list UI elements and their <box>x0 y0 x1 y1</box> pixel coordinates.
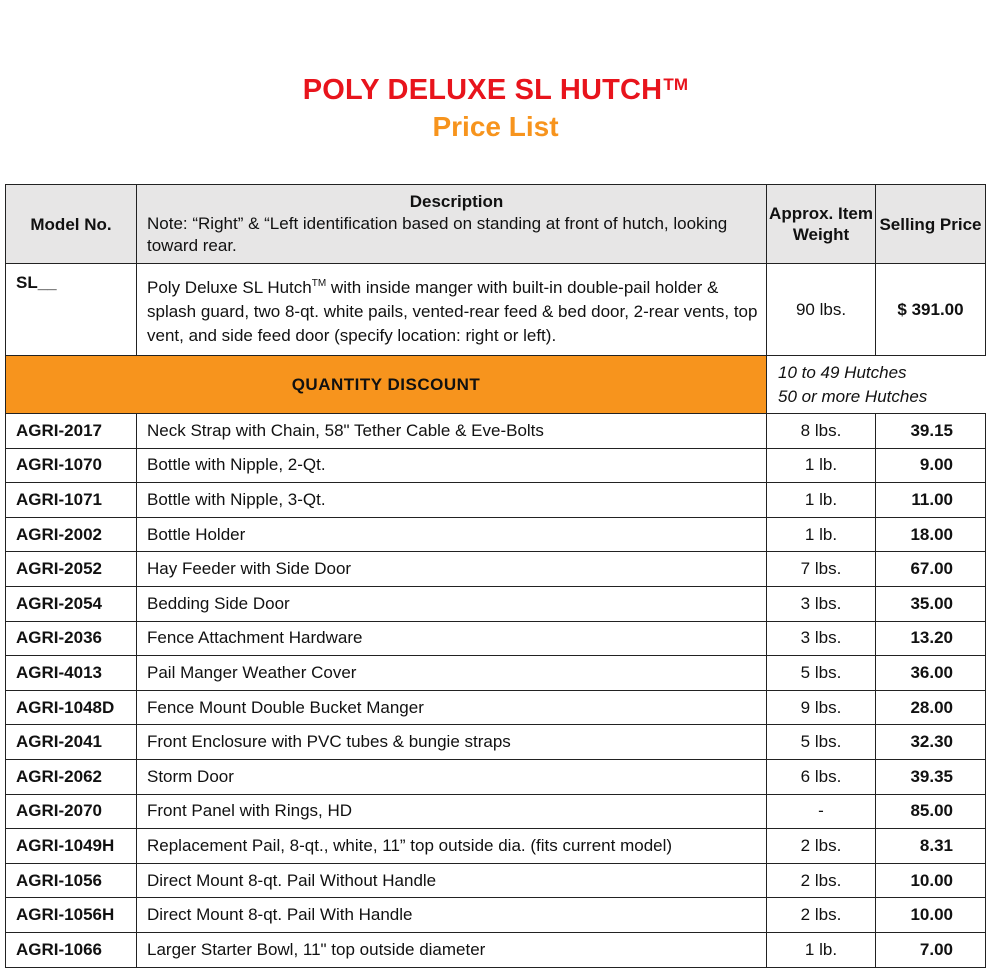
table-row <box>6 517 986 552</box>
trademark-mark: TM <box>663 75 689 94</box>
item-price: 35.00 <box>876 586 986 621</box>
price-table <box>5 184 986 968</box>
item-model: AGRI-1056 <box>6 863 137 898</box>
table-row <box>6 552 986 587</box>
item-price: 39.15 <box>876 414 986 449</box>
item-description: Hay Feeder with Side Door <box>137 552 767 587</box>
header-model: Model No. <box>6 185 137 264</box>
item-description: Storm Door <box>137 759 767 794</box>
item-model: AGRI-2017 <box>6 414 137 449</box>
item-price: 85.00 <box>876 794 986 829</box>
item-description: Bottle with Nipple, 3-Qt. <box>137 483 767 518</box>
item-description: Bottle Holder <box>137 517 767 552</box>
header-description-title: Description <box>409 192 504 211</box>
item-weight: 1 lb. <box>767 932 876 967</box>
table-row <box>6 829 986 864</box>
main-item-row <box>6 264 986 356</box>
item-description: Direct Mount 8-qt. Pail Without Handle <box>137 863 767 898</box>
header-price: Selling Price <box>876 185 986 264</box>
item-price: 11.00 <box>876 483 986 518</box>
page-title: POLY DELUXE SL HUTCH™ <box>302 74 689 106</box>
item-weight: 5 lbs. <box>767 725 876 760</box>
item-model: AGRI-2002 <box>6 517 137 552</box>
table-row <box>6 759 986 794</box>
item-weight: 1 lb. <box>767 448 876 483</box>
item-description: Front Panel with Rings, HD <box>137 794 767 829</box>
item-weight: 2 lbs. <box>767 829 876 864</box>
item-description: Bottle with Nipple, 2-Qt. <box>137 448 767 483</box>
item-price: 32.30 <box>876 725 986 760</box>
item-price: 67.00 <box>876 552 986 587</box>
table-row <box>6 621 986 656</box>
item-price: 13.20 <box>876 621 986 656</box>
table-row <box>6 725 986 760</box>
item-description: Bedding Side Door <box>137 586 767 621</box>
item-description: Replacement Pail, 8-qt., white, 11” top outside dia. (fits current model) <box>137 829 767 864</box>
item-description: Pail Manger Weather Cover <box>137 656 767 691</box>
item-description: Larger Starter Bowl, 11" top outside diameter <box>137 932 767 967</box>
item-description: Direct Mount 8-qt. Pail With Handle <box>137 898 767 933</box>
table-row <box>6 586 986 621</box>
item-model: AGRI-2054 <box>6 586 137 621</box>
item-model: AGRI-1071 <box>6 483 137 518</box>
item-weight: 5 lbs. <box>767 656 876 691</box>
item-weight: 1 lb. <box>767 483 876 518</box>
header-description <box>137 185 767 264</box>
table-row <box>6 656 986 691</box>
item-price: 8.31 <box>876 829 986 864</box>
item-model: AGRI-2041 <box>6 725 137 760</box>
item-weight: 8 lbs. <box>767 414 876 449</box>
header-note: Note: “Right” & “Left identification based on standing at front of hutch, looking toward rear. <box>147 214 728 255</box>
discount-banner: QUANTITY DISCOUNT <box>6 356 767 414</box>
item-model: AGRI-1049H <box>6 829 137 864</box>
header-row <box>6 185 986 264</box>
header-weight: Approx. Item Weight <box>767 185 876 264</box>
main-item-price: $ 391.00 <box>876 264 986 356</box>
item-price: 9.00 <box>876 448 986 483</box>
item-weight: 2 lbs. <box>767 898 876 933</box>
table-row <box>6 794 986 829</box>
table-row <box>6 932 986 967</box>
item-weight: 7 lbs. <box>767 552 876 587</box>
item-weight: - <box>767 794 876 829</box>
item-model: AGRI-1048D <box>6 690 137 725</box>
item-weight: 2 lbs. <box>767 863 876 898</box>
table-row <box>6 448 986 483</box>
page-subtitle: Price List <box>432 111 559 142</box>
item-weight: 1 lb. <box>767 517 876 552</box>
item-model: AGRI-4013 <box>6 656 137 691</box>
item-model: AGRI-1066 <box>6 932 137 967</box>
item-model: AGRI-2052 <box>6 552 137 587</box>
main-item-description: Poly Deluxe SL Hutch™ with inside manger with built-in double-pail holder & splash guard, two 8-qt. white pails, vented-rear feed & bed door, 2-rear vents, top vent, and side feed door (specify location: right or left). <box>137 264 767 356</box>
main-item-model: SL__ <box>6 264 137 356</box>
table-row <box>6 690 986 725</box>
item-description: Front Enclosure with PVC tubes & bungie straps <box>137 725 767 760</box>
item-description: Neck Strap with Chain, 58" Tether Cable & Eve-Bolts <box>137 414 767 449</box>
item-price: 28.00 <box>876 690 986 725</box>
item-model: AGRI-1070 <box>6 448 137 483</box>
item-price: 10.00 <box>876 898 986 933</box>
item-price: 36.00 <box>876 656 986 691</box>
item-weight: 6 lbs. <box>767 759 876 794</box>
table-row <box>6 898 986 933</box>
item-price: 39.35 <box>876 759 986 794</box>
item-model: AGRI-2070 <box>6 794 137 829</box>
item-price: 10.00 <box>876 863 986 898</box>
item-description: Fence Attachment Hardware <box>137 621 767 656</box>
item-price: 18.00 <box>876 517 986 552</box>
item-model: AGRI-2036 <box>6 621 137 656</box>
discount-row <box>6 356 986 414</box>
table-row <box>6 414 986 449</box>
item-description: Fence Mount Double Bucket Manger <box>137 690 767 725</box>
item-weight: 3 lbs. <box>767 586 876 621</box>
item-model: AGRI-2062 <box>6 759 137 794</box>
item-weight: 3 lbs. <box>767 621 876 656</box>
item-price: 7.00 <box>876 932 986 967</box>
item-weight: 9 lbs. <box>767 690 876 725</box>
discount-tiers <box>767 356 986 414</box>
main-item-weight: 90 lbs. <box>767 264 876 356</box>
discount-tier-1: 10 to 49 Hutches <box>778 362 907 382</box>
table-row <box>6 483 986 518</box>
table-row <box>6 863 986 898</box>
item-model: AGRI-1056H <box>6 898 137 933</box>
discount-tier-2: 50 or more Hutches <box>778 386 928 406</box>
